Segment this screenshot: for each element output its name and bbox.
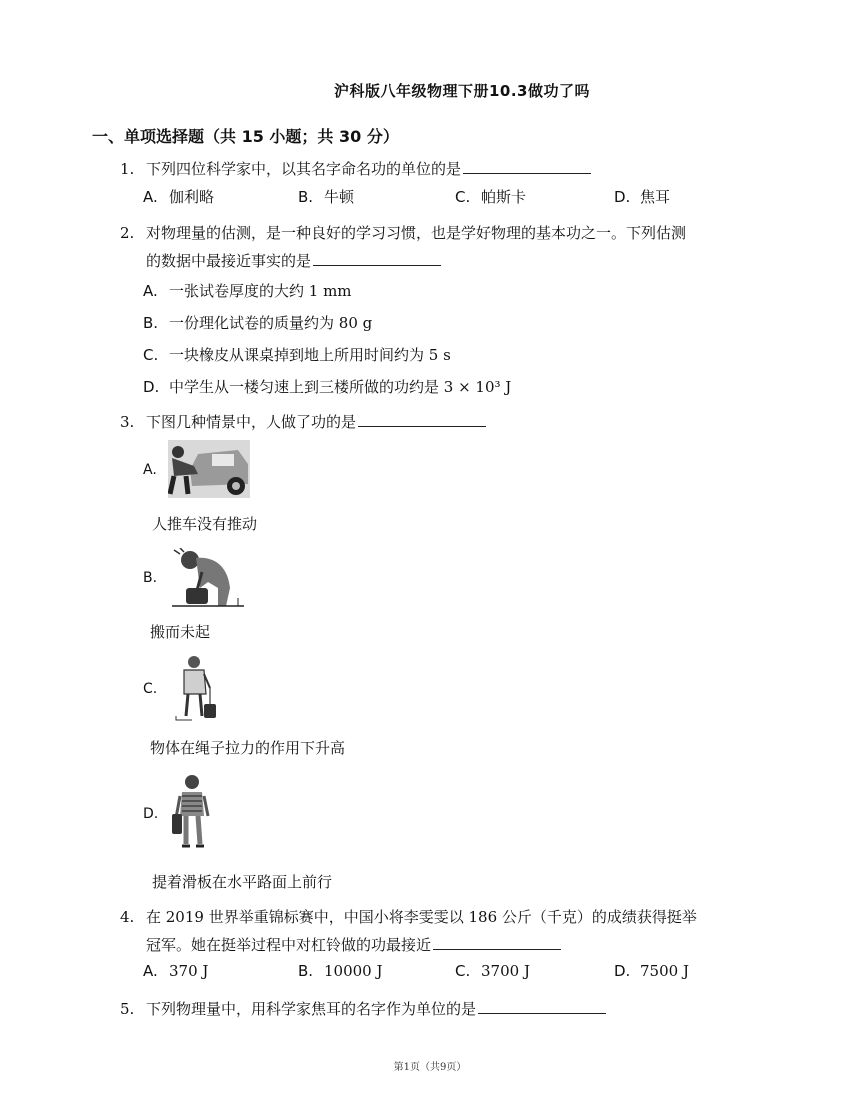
option-d[interactable]: D. 中学生从一楼匀速上到三楼所做的功约是 3 × 10³ J — [143, 378, 512, 396]
answer-blank[interactable] — [358, 412, 486, 427]
question-4-line2: 冠军。她在挺举过程中对杠铃做的功最接近 — [146, 934, 561, 955]
answer-blank[interactable] — [478, 999, 606, 1014]
question-stem: 在 2019 世界举重锦标赛中，中国小将李雯雯以 186 公斤（千克）的成绩获得挺举 — [146, 908, 697, 926]
document-title: 沪科版八年级物理下册10.3做功了吗 — [333, 82, 590, 100]
caption: 物体在绳子拉力的作用下升高 — [150, 739, 346, 757]
question-stem: 对物理量的估测，是一种良好的学习习惯，也是学好物理的基本功之一。下列估测 — [146, 224, 687, 242]
option-b[interactable]: B. 一份理化试卷的质量约为 80 g — [143, 314, 373, 332]
question-number: 5. — [120, 1000, 135, 1018]
question-2 — [120, 222, 686, 243]
lift-box-illustration — [172, 548, 244, 608]
option-a[interactable]: A. 一张试卷厚度的大约 1 mm — [143, 282, 352, 300]
question-number: 2. — [120, 224, 135, 242]
question-stem: 下图几种情景中，人做了功的是 — [146, 413, 357, 431]
option-d[interactable]: D. — [143, 806, 159, 822]
option-c[interactable]: C. 帕斯卡 — [455, 188, 527, 206]
option-c[interactable]: C. 一块橡皮从课桌掉到地上所用时间约为 5 s — [143, 346, 451, 364]
page-footer: 第1页（共9页） — [393, 1062, 467, 1073]
option-b[interactable]: B. — [143, 570, 158, 586]
option-b[interactable]: B. 10000 J — [298, 962, 383, 980]
carry-skateboard-illustration — [170, 774, 214, 852]
option-a[interactable]: A. 伽利略 — [143, 188, 215, 206]
question-4 — [120, 906, 697, 927]
caption: 搬而未起 — [150, 623, 211, 641]
option-a[interactable]: A. 370 J — [143, 962, 209, 980]
question-1 — [120, 158, 591, 179]
question-5 — [120, 998, 606, 1019]
question-3 — [120, 411, 486, 432]
option-c[interactable]: C. 3700 J — [455, 962, 530, 980]
question-2-line2: 的数据中最接近事实的是 — [146, 250, 441, 271]
answer-blank[interactable] — [463, 159, 591, 174]
answer-blank[interactable] — [433, 935, 561, 950]
caption: 人推车没有推动 — [152, 515, 258, 533]
option-d[interactable]: D. 7500 J — [614, 962, 689, 980]
caption: 提着滑板在水平路面上前行 — [152, 873, 333, 891]
pull-rope-illustration — [170, 654, 220, 722]
question-number: 1. — [120, 160, 135, 178]
option-b[interactable]: B. 牛顿 — [298, 188, 355, 206]
option-a[interactable]: A. — [143, 462, 157, 478]
push-car-illustration — [168, 440, 250, 498]
question-number: 3. — [120, 413, 135, 431]
answer-blank[interactable] — [313, 251, 441, 266]
question-stem: 下列物理量中，用科学家焦耳的名字作为单位的是 — [146, 1000, 477, 1018]
question-stem: 下列四位科学家中，以其名字命名功的单位的是 — [146, 160, 462, 178]
option-d[interactable]: D. 焦耳 — [614, 188, 671, 206]
section-heading: 一、单项选择题（共 15 小题；共 30 分） — [92, 127, 399, 146]
question-number: 4. — [120, 908, 135, 926]
option-c[interactable]: C. — [143, 681, 158, 697]
